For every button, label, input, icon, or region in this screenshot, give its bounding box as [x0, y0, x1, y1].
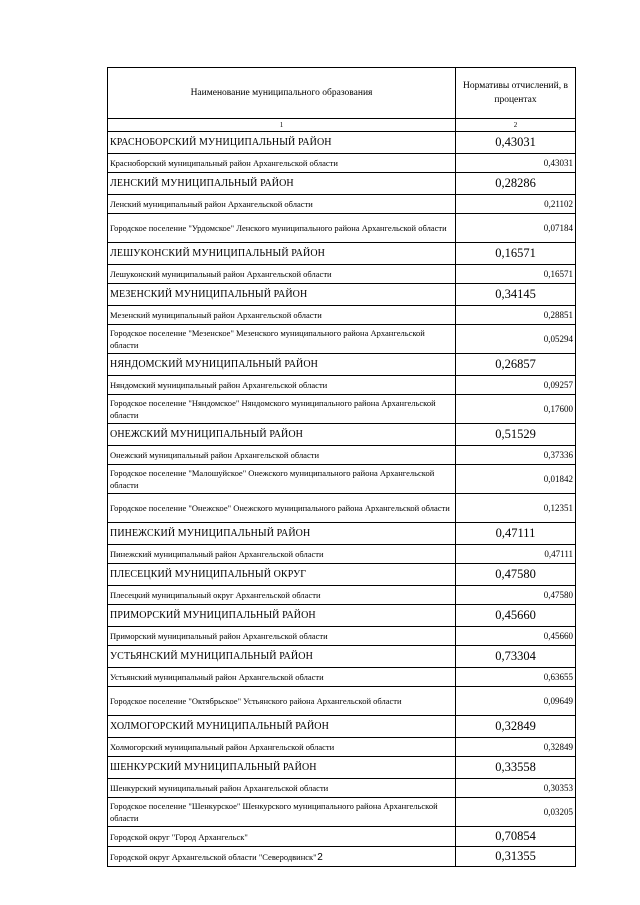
allocation-value: 0,16571	[456, 265, 576, 284]
municipality-name: ХОЛМОГОРСКИЙ МУНИЦИПАЛЬНЫЙ РАЙОН	[108, 716, 456, 738]
municipality-name: Устьянский муниципальный район Архангельской области	[108, 668, 456, 687]
municipality-name: НЯНДОМСКИЙ МУНИЦИПАЛЬНЫЙ РАЙОН	[108, 354, 456, 376]
municipality-name: ПЛЕСЕЦКИЙ МУНИЦИПАЛЬНЫЙ ОКРУГ	[108, 564, 456, 586]
municipality-name: ПРИМОРСКИЙ МУНИЦИПАЛЬНЫЙ РАЙОН	[108, 605, 456, 627]
municipality-name: Няндомский муниципальный район Архангельской области	[108, 376, 456, 395]
allocation-value: 0,47580	[456, 586, 576, 605]
district-row	[108, 354, 576, 376]
allocation-value: 0,34145	[456, 284, 576, 306]
municipality-row	[108, 154, 576, 173]
column-number-row	[108, 119, 576, 132]
table-body	[108, 68, 576, 867]
municipality-row	[108, 306, 576, 325]
municipality-name: Городской округ Архангельской области "Северодвинск"	[108, 847, 456, 867]
municipality-name: Городское поселение "Урдомское" Ленского муниципального района Архангельской области	[108, 214, 456, 243]
allocation-value: 0,47111	[456, 545, 576, 564]
municipality-name: Онежский муниципальный район Архангельской области	[108, 446, 456, 465]
municipality-row	[108, 376, 576, 395]
allocation-value: 0,43031	[456, 154, 576, 173]
municipality-name: Лешуконский муниципальный район Архангельской области	[108, 265, 456, 284]
municipality-name: ЛЕШУКОНСКИЙ МУНИЦИПАЛЬНЫЙ РАЙОН	[108, 243, 456, 265]
municipality-row	[108, 779, 576, 798]
allocation-value: 0,32849	[456, 738, 576, 757]
allocation-value: 0,63655	[456, 668, 576, 687]
municipality-name: Холмогорский муниципальный район Архангельской области	[108, 738, 456, 757]
municipality-name: Городское поселение "Няндомское" Няндомского муниципального района Архангельской области	[108, 395, 456, 424]
municipality-row	[108, 195, 576, 214]
municipality-name: Городское поселение "Малошуйское" Онежского муниципального района Архангельской области	[108, 465, 456, 494]
municipality-name: Плесецкий муниципальный округ Архангельской области	[108, 586, 456, 605]
district-row	[108, 424, 576, 446]
allocation-value: 0,26857	[456, 354, 576, 376]
allocation-value: 0,12351	[456, 494, 576, 523]
allocation-value: 0,37336	[456, 446, 576, 465]
municipality-name: Городское поселение "Мезенское" Мезенского муниципального района Архангельской области	[108, 325, 456, 354]
header-allocation-percent: Нормативы отчислений, в процентах	[456, 68, 576, 119]
municipality-name: Городское поселение "Октябрьское" Устьянского района Архангельской области	[108, 687, 456, 716]
municipality-row	[108, 465, 576, 494]
municipality-row	[108, 668, 576, 687]
allocation-value: 0,07184	[456, 214, 576, 243]
district-row	[108, 173, 576, 195]
municipality-name: ШЕНКУРСКИЙ МУНИЦИПАЛЬНЫЙ РАЙОН	[108, 757, 456, 779]
allocation-value: 0,21102	[456, 195, 576, 214]
district-row	[108, 757, 576, 779]
municipality-row	[108, 446, 576, 465]
municipality-name: КРАСНОБОРСКИЙ МУНИЦИПАЛЬНЫЙ РАЙОН	[108, 132, 456, 154]
municipality-name: УСТЬЯНСКИЙ МУНИЦИПАЛЬНЫЙ РАЙОН	[108, 646, 456, 668]
column-number-1: 1	[108, 119, 456, 132]
district-row	[108, 716, 576, 738]
municipality-row	[108, 586, 576, 605]
city-row	[108, 827, 576, 847]
allocation-value: 0,09257	[456, 376, 576, 395]
municipality-name: Приморский муниципальный район Архангельской области	[108, 627, 456, 646]
allocation-value: 0,33558	[456, 757, 576, 779]
allocation-value: 0,05294	[456, 325, 576, 354]
municipality-row	[108, 325, 576, 354]
allocation-value: 0,45660	[456, 605, 576, 627]
allocation-value: 0,28286	[456, 173, 576, 195]
allocation-value: 0,01842	[456, 465, 576, 494]
allocation-value: 0,73304	[456, 646, 576, 668]
column-number-2: 2	[456, 119, 576, 132]
allocation-value: 0,43031	[456, 132, 576, 154]
municipality-row	[108, 214, 576, 243]
municipality-row	[108, 687, 576, 716]
municipality-name: Красноборский муниципальный район Архангельской области	[108, 154, 456, 173]
district-row	[108, 605, 576, 627]
allocation-value: 0,16571	[456, 243, 576, 265]
allocation-table	[107, 67, 576, 867]
municipality-name: Ленский муниципальный район Архангельской области	[108, 195, 456, 214]
allocation-value: 0,30353	[456, 779, 576, 798]
municipality-name: Городское поселение "Онежское" Онежского муниципального района Архангельской области	[108, 494, 456, 523]
municipality-name: Пинежский муниципальный район Архангельской области	[108, 545, 456, 564]
municipality-name: ОНЕЖСКИЙ МУНИЦИПАЛЬНЫЙ РАЙОН	[108, 424, 456, 446]
table-header-row	[108, 68, 576, 119]
allocation-value: 0,32849	[456, 716, 576, 738]
municipality-row	[108, 265, 576, 284]
municipality-name: МЕЗЕНСКИЙ МУНИЦИПАЛЬНЫЙ РАЙОН	[108, 284, 456, 306]
district-row	[108, 646, 576, 668]
allocation-value: 0,47580	[456, 564, 576, 586]
municipality-name: Городское поселение "Шенкурское" Шенкурского муниципального района Архангельской области	[108, 798, 456, 827]
municipality-name: ПИНЕЖСКИЙ МУНИЦИПАЛЬНЫЙ РАЙОН	[108, 523, 456, 545]
municipality-row	[108, 738, 576, 757]
district-row	[108, 284, 576, 306]
municipality-row	[108, 494, 576, 523]
district-row	[108, 523, 576, 545]
allocation-value: 0,51529	[456, 424, 576, 446]
allocation-value: 0,09649	[456, 687, 576, 716]
allocation-value: 0,70854	[456, 827, 576, 847]
district-row	[108, 243, 576, 265]
header-municipality-name: Наименование муниципального образования	[108, 68, 456, 119]
allocation-value: 0,47111	[456, 523, 576, 545]
municipality-name: ЛЕНСКИЙ МУНИЦИПАЛЬНЫЙ РАЙОН	[108, 173, 456, 195]
municipality-row	[108, 798, 576, 827]
page-number: 2	[317, 852, 323, 863]
municipality-name: Шенкурский муниципальный район Архангельской области	[108, 779, 456, 798]
district-row	[108, 132, 576, 154]
allocation-value: 0,03205	[456, 798, 576, 827]
municipality-row	[108, 627, 576, 646]
allocation-value: 0,31355	[456, 847, 576, 867]
allocation-value: 0,17600	[456, 395, 576, 424]
district-row	[108, 564, 576, 586]
allocation-value: 0,45660	[456, 627, 576, 646]
municipality-name: Мезенский муниципальный район Архангельской области	[108, 306, 456, 325]
allocation-value: 0,28851	[456, 306, 576, 325]
municipality-row	[108, 545, 576, 564]
municipality-name: Городской округ "Город Архангельск"	[108, 827, 456, 847]
municipality-row	[108, 395, 576, 424]
